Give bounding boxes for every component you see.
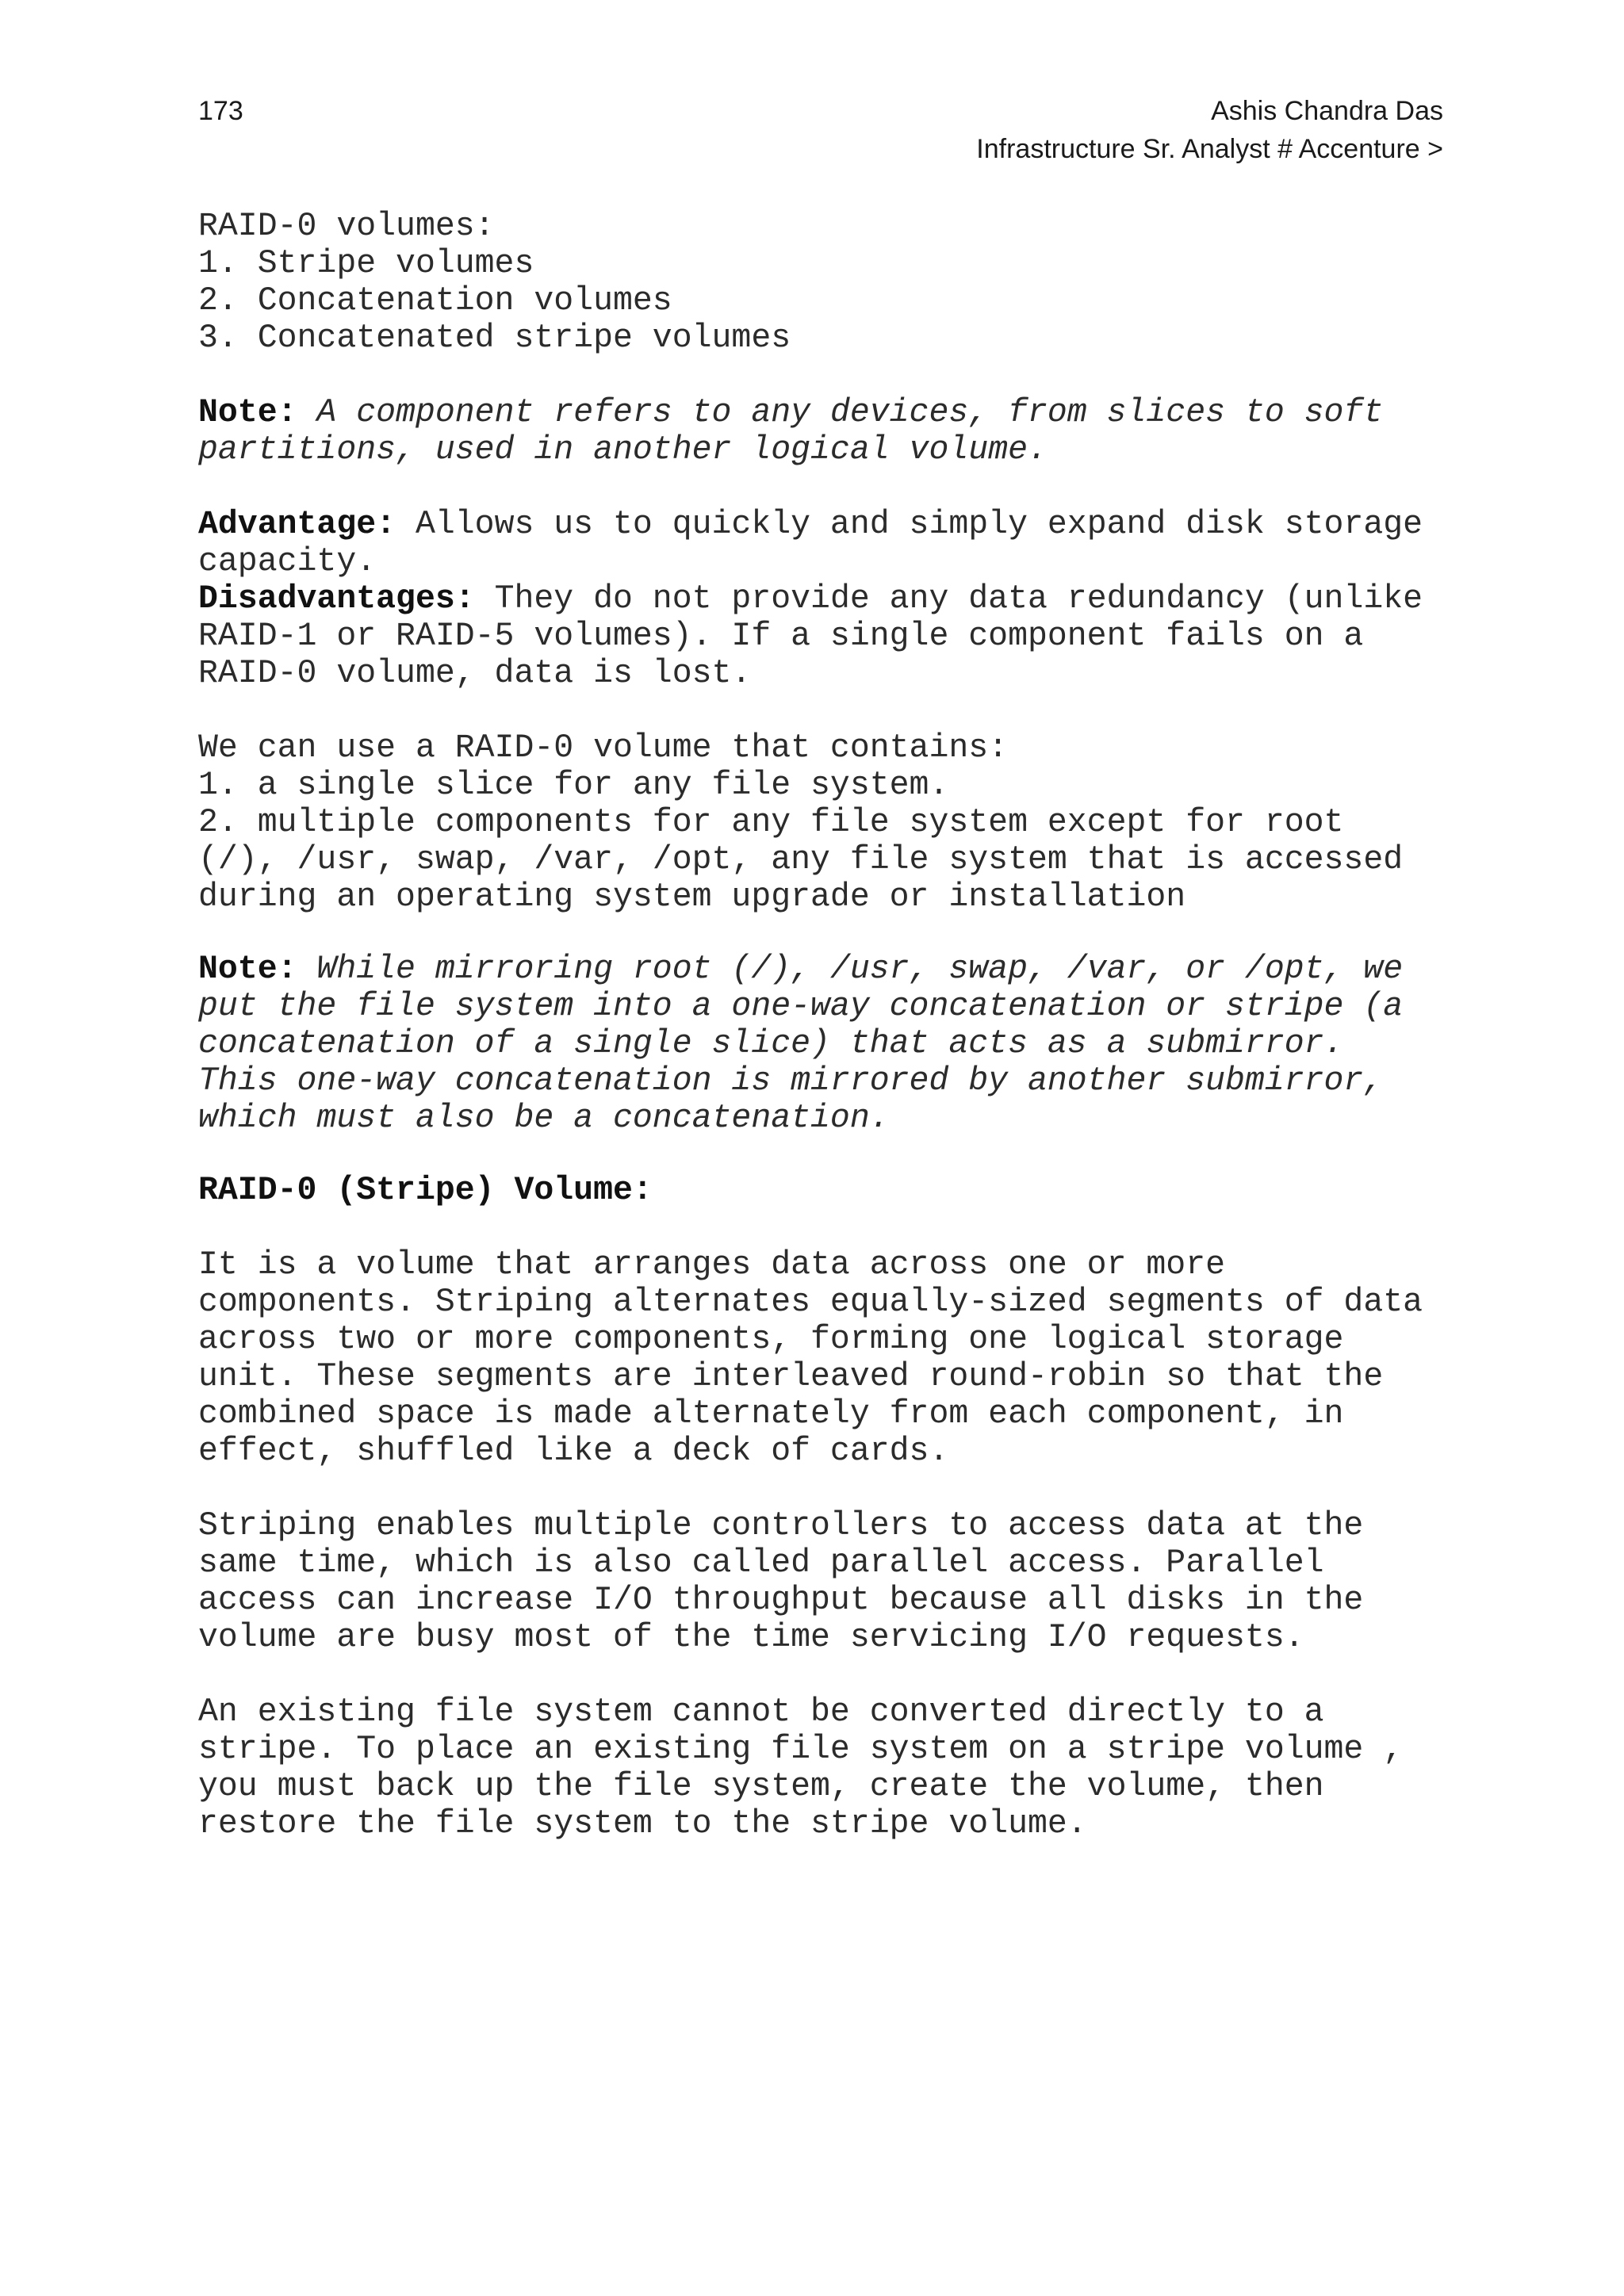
paragraph-line: components. Striping alternates equally-sized segments of data	[198, 1284, 1423, 1321]
stripe-description-paragraph	[198, 1246, 1451, 1470]
note-label: Note:	[198, 951, 297, 988]
note-text: While mirroring root (/), /usr, swap, /var, or /opt, we	[297, 951, 1404, 988]
stripe-volume-heading: RAID-0 (Stripe) Volume:	[198, 1172, 653, 1209]
note-text: which must also be a concatenation.	[198, 1100, 890, 1137]
paragraph-line: across two or more components, forming one logical storage	[198, 1321, 1344, 1358]
disadvantages-text: RAID-1 or RAID-5 volumes). If a single component fails on a	[198, 618, 1364, 655]
paragraph-line: access can increase I/O throughput because all disks in the	[198, 1582, 1364, 1619]
advantage-text: capacity.	[198, 543, 377, 580]
mirroring-note	[198, 951, 1451, 1137]
advantage-section	[198, 506, 1451, 580]
author-name: Ashis Chandra Das	[1211, 96, 1443, 126]
raid0-list-title: RAID-0 volumes:	[198, 208, 495, 245]
paragraph-line: It is a volume that arranges data across one or more	[198, 1246, 1226, 1284]
note-text: A component refers to any devices, from slices to soft	[297, 394, 1384, 431]
author-role: Infrastructure Sr. Analyst # Accenture >	[976, 134, 1443, 164]
advantage-text: Allows us to quickly and simply expand disk storage	[396, 506, 1423, 543]
note-text: concatenation of a single slice) that acts as a submirror.	[198, 1025, 1344, 1062]
paragraph-line: effect, shuffled like a deck of cards.	[198, 1433, 949, 1470]
paragraph-line: same time, which is also called parallel access. Parallel	[198, 1544, 1324, 1582]
usage-line: 2. multiple components for any file system except for root	[198, 804, 1344, 841]
usage-section	[198, 729, 1451, 916]
usage-line: during an operating system upgrade or installation	[198, 878, 1186, 916]
raid0-volumes-list	[198, 208, 1451, 357]
paragraph-line: unit. These segments are interleaved round-robin so that the	[198, 1358, 1384, 1395]
usage-line: (/), /usr, swap, /var, /opt, any file system that is accessed	[198, 841, 1404, 878]
list-item: 1. Stripe volumes	[198, 245, 534, 282]
paragraph-line: volume are busy most of the time servicing I/O requests.	[198, 1619, 1304, 1656]
advantage-label: Advantage:	[198, 506, 396, 543]
note-text: put the file system into a one-way concatenation or stripe (a	[198, 988, 1404, 1025]
parallel-access-paragraph	[198, 1507, 1451, 1656]
disadvantages-text: RAID-0 volume, data is lost.	[198, 655, 752, 692]
paragraph-line: An existing file system cannot be converted directly to a	[198, 1693, 1324, 1731]
disadvantages-section	[198, 580, 1451, 692]
paragraph-line: restore the file system to the stripe volume.	[198, 1805, 1087, 1843]
paragraph-line: Striping enables multiple controllers to access data at the	[198, 1507, 1364, 1544]
list-item: 3. Concatenated stripe volumes	[198, 320, 791, 357]
list-item: 2. Concatenation volumes	[198, 282, 672, 320]
note-label: Note:	[198, 394, 297, 431]
paragraph-line: combined space is made alternately from each component, in	[198, 1395, 1344, 1433]
conversion-paragraph	[198, 1693, 1451, 1843]
component-note	[198, 394, 1451, 469]
disadvantages-label: Disadvantages:	[198, 580, 475, 618]
usage-line: We can use a RAID-0 volume that contains:	[198, 729, 1009, 767]
paragraph-line: stripe. To place an existing file system on a stripe volume ,	[198, 1731, 1404, 1768]
note-text: This one-way concatenation is mirrored by another submirror,	[198, 1062, 1384, 1100]
note-text: partitions, used in another logical volume.	[198, 431, 1048, 469]
page-number: 173	[198, 96, 243, 126]
paragraph-line: you must back up the file system, create the volume, then	[198, 1768, 1324, 1805]
document-body	[198, 208, 1451, 1843]
usage-line: 1. a single slice for any file system.	[198, 767, 949, 804]
disadvantages-text: They do not provide any data redundancy (unlike	[474, 580, 1423, 618]
